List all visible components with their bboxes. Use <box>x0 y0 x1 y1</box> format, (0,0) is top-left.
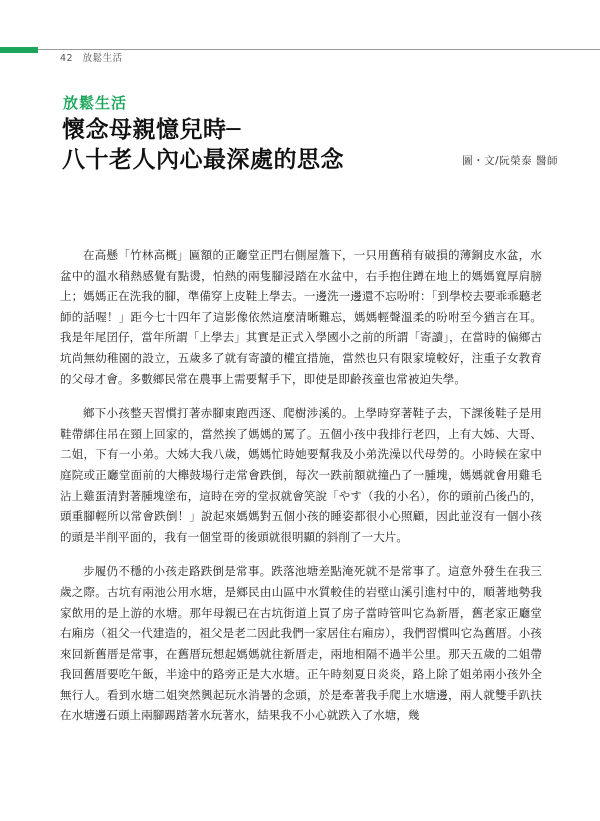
page-number: 42 <box>60 53 74 64</box>
title-line-1: 懷念母親憶兒時─ <box>62 117 241 143</box>
paragraph-1: 在高懸「竹林高概」匾額的正廳堂正門右側屋簷下，一只用舊稍有破損的薄銅皮水盆，水盆中的溫水稍熱感覺有點燙，怕熱的兩隻腳浸踏在水盆中，右手抱住蹲在地上的媽媽寬厚肩膀上；媽媽正在洗我的腳，準備穿上皮鞋上學去。一邊洗一邊還不忘吩咐：「到學校去要乖乖聽老師的話喔！」距今七十四年了這影像依然這麼清晰難忘，媽媽輕聲溫柔的吩咐至今猶言在耳。我是年尾囝仔，當年所謂「上學去」其實是正式入學國小之前的所謂「寄讀」，在當時的偏鄉古坑尚無幼稚園的設立，五歲多了就有寄讀的權宜措施，當然也只有限家境較好，注重子女教育的父母才會。多數鄉民常在農事上需要幫手下，即使是即齡孩童也常被迫失學。 <box>60 248 542 386</box>
byline: 圖・文/阮榮泰 醫師 <box>462 155 558 167</box>
paragraph-3: 步履仍不穩的小孩走路跌倒是常事。跌落池塘差點淹死就不是常事了。這意外發生在我三歲之際。古坑有兩池公用水塘，是鄉民由山區中水質較佳的岩壁山溪引進村中的，順著地勢我家飲用的是上游的水塘。那年母親已在古坑街道上買了房子當時管叫它為新厝，舊老家正廳堂右廂房（祖父一代建造的，祖父是老二因此我們一家居住右廂房），我們習慣叫它為舊厝。小孩來回新舊厝是常事，在舊厝玩想起媽媽就往新厝走，兩地相隔不過半公里。那天五歲的二姐帶我回舊厝要吃午飯，半途中的路旁正是大水塘。正午時刻夏日炎炎，路上除了姐弟兩小孩外全無行人。看到水塘二姐突然興起玩水消暑的念頭，於是牽著我手爬上水塘邊，兩人就雙手趴扶在水塘邊石頭上兩腳踢踏著水玩著水，結果我不小心就跌入了水塘，幾 <box>60 564 542 723</box>
running-head <box>60 50 123 64</box>
article-title <box>62 115 344 175</box>
section-label: 放鬆生活 <box>63 94 128 112</box>
article-body <box>60 245 542 740</box>
header-accent-bar <box>0 47 38 53</box>
title-line-2: 八十老人內心最深處的思念 <box>62 147 344 173</box>
running-title: 放鬆生活 <box>82 53 123 64</box>
paragraph-2: 鄉下小孩整天習慣打著赤腳東跑西逐、爬樹涉溪的。上學時穿著鞋子去，下課後鞋子是用鞋帶綁住吊在頸上回家的，當然挨了媽媽的罵了。五個小孩中我排行老四，上有大姊、大哥、二姐，下有一小弟。大姊大我八歲，媽媽忙時她要幫我及小弟洗澡以代母勞的。小時候在家中庭院或正廳堂面前的大櫸鼓場行走常會跌倒，每次一跌前額就撞凸了一腫塊，媽媽就會用雞毛沾上雞蛋清對著腫塊塗布，這時在旁的堂叔就會笑說「やす（我的小名），你的頭前凸後凸的，頭重腳輕所以常會跌倒！」說起來媽媽對五個小孩的睡姿都很小心照顧，因此並沒有一個小孩的頭是半削平面的，我有一個堂哥的後頭就很明顯的斜削了一大片。 <box>60 406 542 544</box>
